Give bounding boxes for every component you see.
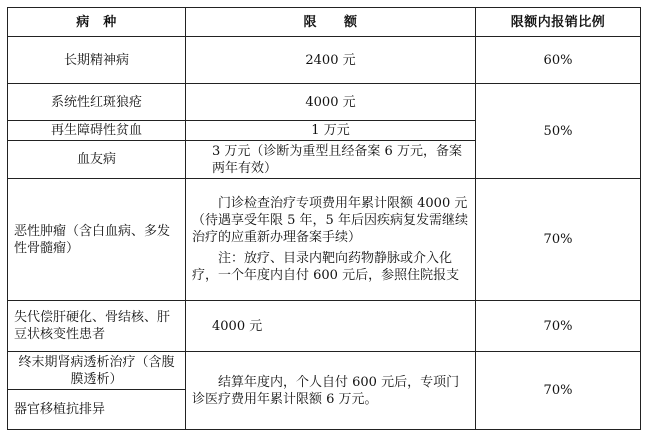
limit-cell: 4000 元 xyxy=(186,84,476,121)
limit-cell: 4000 元 xyxy=(186,301,476,352)
header-ratio: 限额内报销比例 xyxy=(476,8,641,37)
table-row xyxy=(8,84,641,121)
limit-cell: 3 万元（诊断为重型且经备案 6 万元，备案两年有效） xyxy=(186,141,476,179)
ratio-cell-merged: 50% xyxy=(476,84,641,179)
disease-cell: 系统性红斑狼疮 xyxy=(8,84,186,121)
reimbursement-limit-table xyxy=(7,7,641,430)
ratio-cell: 70% xyxy=(476,179,641,301)
table-header-row xyxy=(8,8,641,37)
ratio-cell-merged: 70% xyxy=(476,352,641,430)
table-row xyxy=(8,352,641,390)
header-limit: 限 额 xyxy=(186,8,476,37)
limit-text: 门诊检查治疗专项费用年累计限额 4000 元（待遇享受年限 5 年，5 年后因疾病复发需继续治疗的应重新办理备案手续） xyxy=(192,196,468,245)
ratio-cell: 70% xyxy=(476,301,641,352)
limit-cell: 2400 元 xyxy=(186,37,476,84)
disease-cell: 长期精神病 xyxy=(8,37,186,84)
table-row xyxy=(8,37,641,84)
header-disease: 病 种 xyxy=(8,8,186,37)
limit-cell-merged: 结算年度内，个人自付 600 元后，专项门诊医疗费用年累计限额 6 万元。 xyxy=(186,352,476,430)
limit-cell: 1 万元 xyxy=(186,121,476,141)
limit-note: 注：放疗、目录内靶向药物静脉或介入化疗，一个年度内自付 600 元后，参照住院报支 xyxy=(192,251,460,283)
table-row xyxy=(8,301,641,352)
ratio-cell: 60% xyxy=(476,37,641,84)
disease-cell: 器官移植抗排异 xyxy=(8,390,186,430)
disease-cell: 再生障碍性贫血 xyxy=(8,121,186,141)
disease-cell: 终末期肾病透析治疗（含腹膜透析） xyxy=(8,352,186,390)
table-row xyxy=(8,179,641,301)
disease-cell: 失代偿肝硬化、骨结核、肝豆状核变性患者 xyxy=(8,301,186,352)
limit-cell xyxy=(186,179,476,301)
disease-cell: 恶性肿瘤（含白血病、多发性骨髓瘤） xyxy=(8,179,186,301)
disease-cell: 血友病 xyxy=(8,141,186,179)
